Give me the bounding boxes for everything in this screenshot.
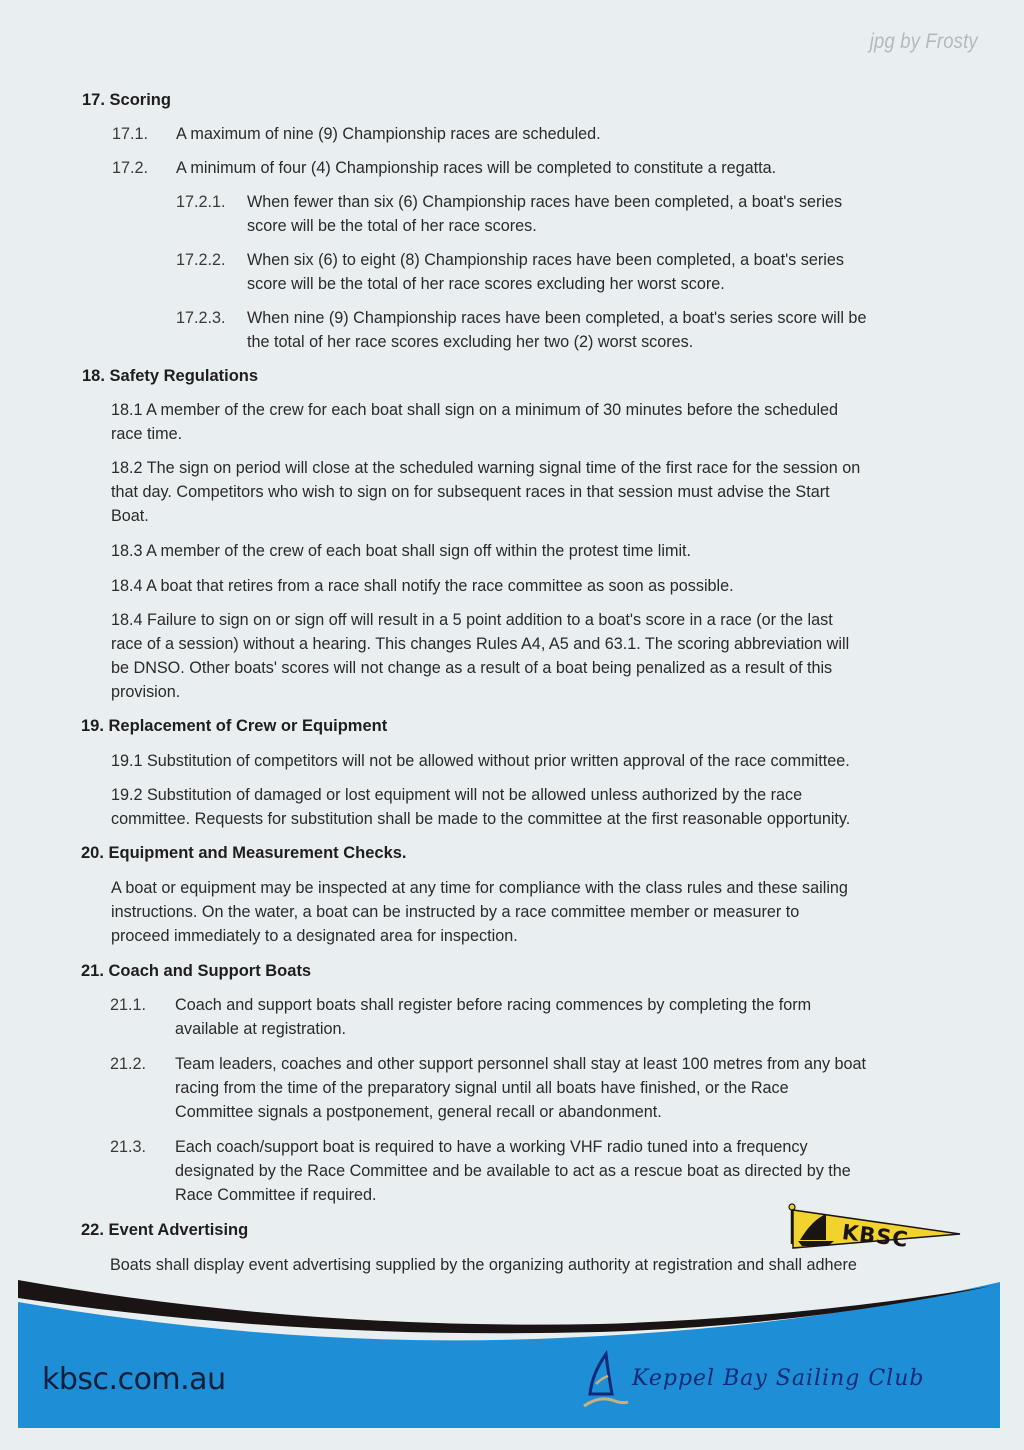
- item-number: 21.2.: [110, 1055, 147, 1073]
- item-text-line: Committee signals a postponement, general recall or abandonment.: [175, 1103, 662, 1121]
- item-number: 21.1.: [110, 996, 147, 1014]
- item-text-line: score will be the total of her race scores excluding her worst score.: [247, 275, 725, 293]
- paragraph-line: provision.: [111, 683, 181, 701]
- item-text-line: When fewer than six (6) Championship races have been completed, a boat's series: [247, 193, 843, 211]
- paragraph-19-2: [111, 783, 850, 831]
- paragraph-line: 18.4 Failure to sign on or sign off will result in a 5 point addition to a boat's score in a race (or the last: [111, 611, 833, 629]
- section-20-heading: 20. Equipment and Measurement Checks.: [81, 844, 407, 862]
- item-text-line: racing from the time of the preparatory signal until all boats have finished, or the Race: [175, 1079, 789, 1097]
- paragraph-line: proceed immediately to a designated area for inspection.: [111, 927, 518, 945]
- item-text-line: When six (6) to eight (8) Championship races have been completed, a boat's series: [247, 251, 844, 269]
- paragraph-18-2: [111, 456, 860, 528]
- watermark: jpg by Frosty: [869, 30, 978, 53]
- item-17-2-3: [176, 306, 976, 354]
- item-17-1: [112, 122, 972, 146]
- item-21-1: [110, 993, 980, 1041]
- paragraph-line: A boat or equipment may be inspected at any time for compliance with the class rules and these sailing: [111, 879, 848, 897]
- website-link[interactable]: kbsc.com.au: [42, 1362, 226, 1397]
- item-text: A maximum of nine (9) Championship races are scheduled.: [176, 125, 601, 143]
- item-number: 17.2.: [112, 159, 149, 177]
- paragraph-line: Boats shall display event advertising supplied by the organizing authority at registration and shall adhere: [110, 1256, 857, 1274]
- paragraph-18-3: [111, 539, 691, 563]
- item-17-2: [112, 156, 972, 180]
- item-text-line: Coach and support boats shall register before racing commences by completing the form: [175, 996, 812, 1014]
- item-17-2-2: [176, 248, 976, 296]
- paragraph-line: race of a session) without a hearing. This changes Rules A4, A5 and 63.1. The scoring abbreviation will: [111, 635, 850, 653]
- section-19-heading: 19. Replacement of Crew or Equipment: [81, 717, 388, 735]
- item-text-line: the total of her race scores excluding her two (2) worst scores.: [247, 333, 694, 351]
- club-name: Keppel Bay Sailing Club: [632, 1366, 925, 1391]
- item-text-line: When nine (9) Championship races have been completed, a boat's series score will be: [247, 309, 867, 327]
- paragraph-18-4b: [111, 608, 849, 704]
- paragraph-line: 19.1 Substitution of competitors will not be allowed without prior written approval of the race committee.: [111, 752, 850, 770]
- club-logo-sail-icon: [582, 1350, 632, 1412]
- paragraph-line: committee. Requests for substitution shall be made to the committee at the first reasonable opportunity.: [111, 810, 851, 828]
- item-number: 21.3.: [110, 1138, 147, 1156]
- paragraph-line: race time.: [111, 425, 183, 443]
- item-text-line: available at registration.: [175, 1020, 346, 1038]
- item-number: 17.1.: [112, 125, 149, 143]
- item-21-2: [110, 1052, 980, 1124]
- item-number: 17.2.1.: [176, 193, 226, 211]
- section-22-heading: 22. Event Advertising: [81, 1221, 249, 1239]
- paragraph-line: that day. Competitors who wish to sign on for subsequent races in that session must advise the Start: [111, 483, 830, 501]
- paragraph-22: [110, 1253, 857, 1277]
- item-number: 17.2.2.: [176, 251, 226, 269]
- item-text-line: score will be the total of her race scores.: [247, 217, 537, 235]
- section-17-heading: 17. Scoring: [82, 91, 171, 109]
- paragraph-line: 18.4 A boat that retires from a race shall notify the race committee as soon as possible.: [111, 577, 734, 595]
- paragraph-line: 19.2 Substitution of damaged or lost equipment will not be allowed unless authorized by the race: [111, 786, 803, 804]
- kbsc-pennant-icon: [780, 1200, 980, 1300]
- item-text-line: Each coach/support boat is required to have a working VHF radio tuned into a frequency: [175, 1138, 808, 1156]
- item-number: 17.2.3.: [176, 309, 226, 327]
- paragraph-line: be DNSO. Other boats' scores will not change as a result of a boat being penalized as a result of this: [111, 659, 833, 677]
- item-text: A minimum of four (4) Championship races will be completed to constitute a regatta.: [176, 159, 777, 177]
- item-text-line: Race Committee if required.: [175, 1186, 377, 1204]
- paragraph-line: 18.3 A member of the crew of each boat shall sign off within the protest time limit.: [111, 542, 692, 560]
- paragraph-19-1: [111, 749, 850, 773]
- item-21-3: [110, 1135, 980, 1207]
- paragraph-line: 18.2 The sign on period will close at the scheduled warning signal time of the first race for the session on: [111, 459, 861, 477]
- section-21-heading: 21. Coach and Support Boats: [81, 962, 312, 980]
- item-text-line: designated by the Race Committee and be available to act as a rescue boat as directed by the: [175, 1162, 851, 1180]
- item-text-line: Team leaders, coaches and other support personnel shall stay at least 100 metres from any boat: [175, 1055, 867, 1073]
- item-17-2-1: [176, 190, 976, 238]
- section-18-heading: 18. Safety Regulations: [82, 367, 259, 385]
- paragraph-line: instructions. On the water, a boat can be instructed by a race committee member or measurer to: [111, 903, 800, 921]
- paragraph-line: Boat.: [111, 507, 149, 525]
- paragraph-18-1: [111, 398, 838, 446]
- paragraph-20: [111, 876, 848, 948]
- pennant-lettering: KBSC: [840, 1220, 911, 1252]
- paragraph-line: 18.1 A member of the crew for each boat shall sign on a minimum of 30 minutes before the scheduled: [111, 401, 839, 419]
- paragraph-18-4a: [111, 574, 734, 598]
